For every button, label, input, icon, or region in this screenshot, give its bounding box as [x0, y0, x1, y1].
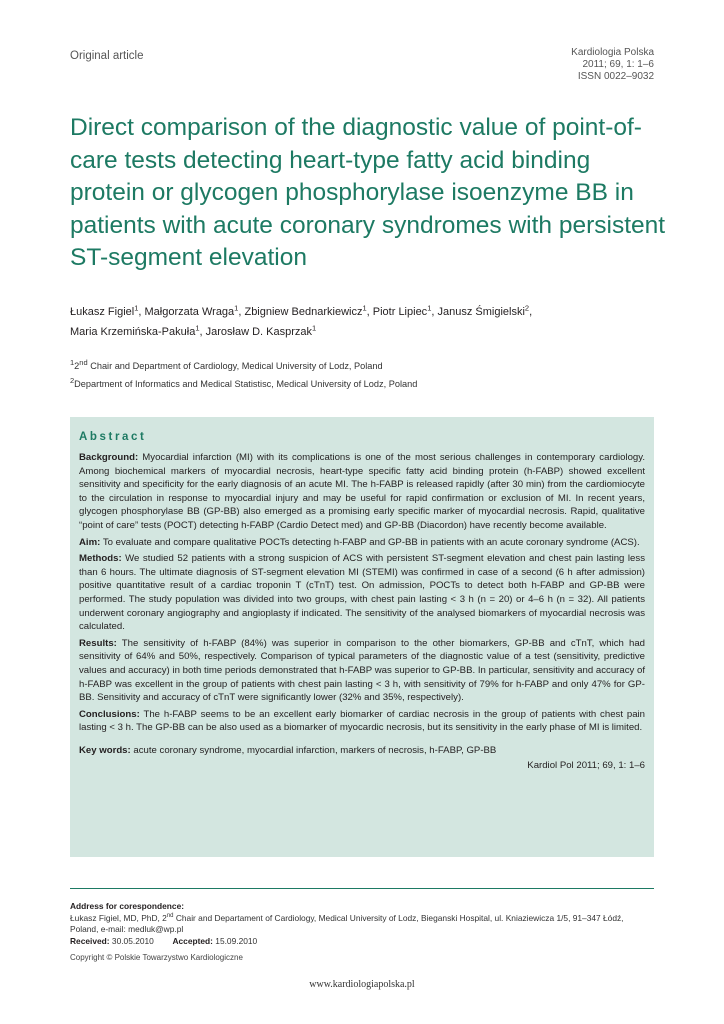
- author-name: Maria Krzemińska-Pakuła: [70, 326, 196, 338]
- dates: Received: 30.05.2010 Accepted: 15.09.2010: [70, 935, 258, 946]
- author-name: Łukasz Figiel: [70, 306, 135, 318]
- journal-name: Kardiologia Polska: [571, 47, 654, 58]
- copyright-notice: Copyright © Polskie Towarzystwo Kardiologiczne: [70, 953, 243, 962]
- author-list: Łukasz Figiel$^1$, Małgorzata Wraga$^1$, Zbigniew Bednarkiewicz$^1$, Piotr Lipiec$^1$, Janusz Śmigielski$^2$, Maria Krzemińska-Pakuła$^1$, Jarosław D. Kasprzak$^1$: [70, 303, 533, 338]
- author-affiliation-mark: 1: [134, 303, 139, 313]
- author-name: Janusz Śmigielski: [437, 306, 525, 318]
- author-affiliation-mark: 1: [234, 303, 239, 313]
- abstract-heading: Abstract: [79, 431, 147, 443]
- journal-url[interactable]: www.kardiologiapolska.pl: [309, 979, 415, 990]
- affiliation-item: $^2$Department of Informatics and Medical Statistisc, Medical University of Lodz, Poland: [70, 375, 418, 389]
- abstract-conclusions: Conclusions: The h-FABP seems to be an excellent early biomarker of cardiac necrosis in the group of patients with chest pain lasting < 3 h. The GP-BB can be also used as a biomarker of myocardic necrosis, but its sensitivity in the early phase of MI is limited.: [79, 708, 645, 734]
- author-affiliation-mark: 1: [427, 303, 432, 313]
- abstract-background: Background: Myocardial infarction (MI) with its complications is one of the most serious challenges in contemporary cardiology. Among biochemical markers of myocardial necrosis, heart-type specific fatty acid binding protein (h-FABP) showed excellent sensitivity and specificity for the early diagnosis of an acute MI. The h-FABP is released rapidly (after 30 min) from the cardiomiocyte to the circulation in response to myocardial injury and may be useful for rapid confirmation or exclusion of MI. In recent years, glycogen phosphorylase BB (GP-BB) also emerged as a promising early specific marker of myocardial necrosis. Rapid, qualitative “point of care” tests (POCT) detecting h-FABP (Cardio Detect med) and GP-BB (Diacordon) have recently become available.: [79, 452, 645, 531]
- citation: Kardiol Pol 2011; 69, 1: 1–6: [527, 760, 645, 772]
- affiliations: [70, 357, 417, 393]
- abstract-aim: Aim: To evaluate and compare qualitative POCTs detecting h-FABP and GP-BB in patients with an acute coronary syndrome (ACS).: [79, 536, 640, 548]
- keywords: Key words: acute coronary syndrome, myocardial infarction, markers of necrosis, h-FABP, GP-BB: [79, 744, 497, 756]
- author-affiliation-mark: 1: [312, 323, 317, 333]
- author-name: Małgorzata Wraga: [144, 306, 235, 318]
- received-date: 30.05.2010: [109, 935, 154, 946]
- correspondence-email: Poland, e-mail: medluk@wp.pl: [70, 924, 184, 934]
- author-affiliation-mark: 1: [362, 303, 367, 313]
- correspondence-address: Łukasz Figiel, MD, PhD, 2nd Chair and Departament of Cardiology, Medical University of Lodz, Bieganski Hospital, ul. Kniaziewicza 1/5, 91–347 Łódź,: [70, 912, 624, 923]
- abstract-results: Results: The sensitivity of h-FABP (84%) was superior in comparison to the other biomarkers, GP-BB and cTnT, which had sensitivity of 64% and 50%, respectively. Comparison of typical parameters of the diagnostic value of a test (sensitivity, predictive values and accuracy) in both time periods demonstrated that h-FABP was superior to GP-BB. In particular, sensitivity and accuracy of h-FABP was excellent in the group of patients with chest pain lasting < 3 h, with sensitivity of 79% for h-FABP and only 47% for GP-BB. Sensitivity and accuracy of cTnT were significantly lower (32% and 35%, respectively).: [79, 637, 645, 704]
- author-name: Zbigniew Bednarkiewicz: [244, 306, 363, 318]
- correspondence-block: [70, 901, 660, 947]
- affiliation-item: $^1$2nd Chair and Department of Cardiology, Medical University of Lodz, Poland: [70, 357, 383, 371]
- accepted-date: 15.09.2010: [212, 935, 258, 946]
- author-name: Piotr Lipiec: [372, 306, 428, 318]
- journal-info: [571, 47, 654, 83]
- author-affiliation-mark: 1: [195, 323, 200, 333]
- article-title: Direct comparison of the diagnostic value of point-of-care tests detecting heart-type fatty acid binding protein or glycogen phosphorylase isoenzyme BB in patients with acute coronary syndromes with persistent ST-segment elevation: [70, 114, 666, 271]
- journal-issue: 2011; 69, 1: 1–6: [582, 59, 654, 70]
- abstract-box: [70, 417, 654, 857]
- author-name: Jarosław D. Kasprzak: [205, 326, 312, 338]
- abstract-methods: Methods: We studied 52 patients with a strong suspicion of ACS with persistent ST-segment elevation and chest pain lasting less than 6 hours. The ultimate diagnosis of ST-segment elevation MI (STEMI) was confirmed in case of a second (6 h after admission) positive quantitative result of a cardiac troponin T (cTnT) test. On admission, POCTs to detect both h-FABP and GP-BB were performed. The study population was divided into two groups, with chest pain lasting < 3 h (n = 20) or 4–6 h (n = 32). All patients underwent coronary angiography and angioplasty if indicated. The sensitivity of the analysed biomarkers of myocardial necrosis was calculated.: [79, 553, 645, 633]
- footer-divider: [70, 888, 654, 889]
- author-affiliation-mark: 2: [524, 303, 530, 313]
- correspondence-heading: Address for corespondence:: [70, 901, 185, 911]
- journal-issn: ISSN 0022–9032: [577, 71, 654, 82]
- article-type-label: Original article: [70, 50, 144, 62]
